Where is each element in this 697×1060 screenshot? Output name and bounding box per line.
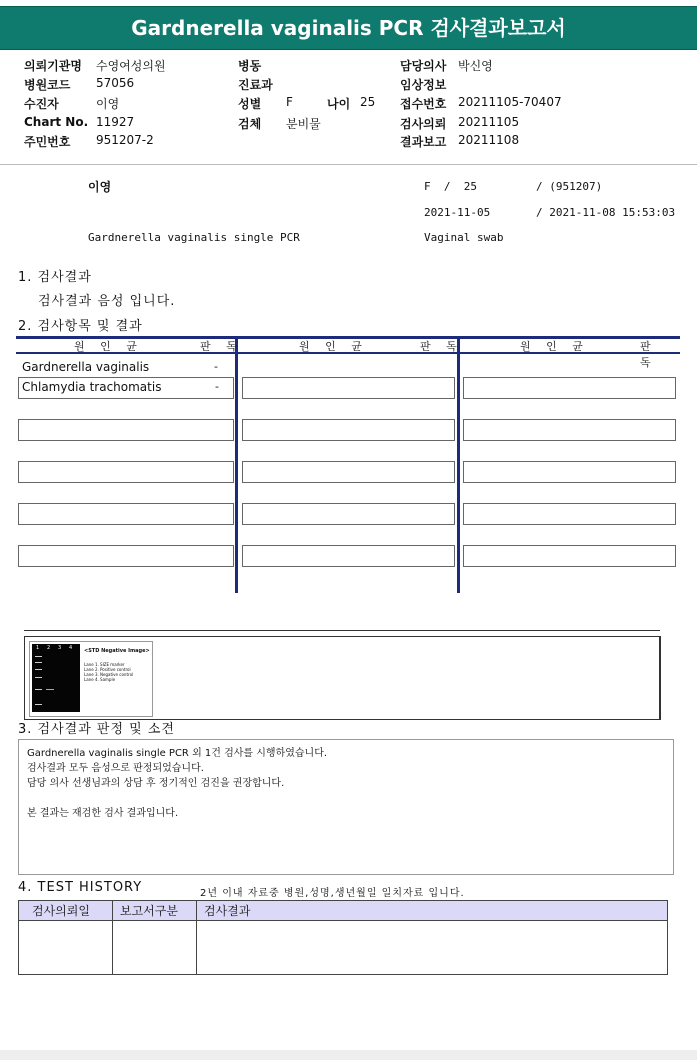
specimen-value: 분비물 xyxy=(286,117,321,131)
patient-name: 이영 xyxy=(88,180,112,194)
header-info xyxy=(24,57,684,157)
request-date-value: 20211105 xyxy=(458,115,520,129)
row6-cell-3 xyxy=(463,545,676,567)
col-result-1: 판 독 xyxy=(200,340,243,353)
section2-title: 2. 검사항목 및 결과 xyxy=(18,319,143,334)
history-col-result: 검사결과 xyxy=(204,904,251,918)
row4-cell-3 xyxy=(463,461,676,483)
history-table xyxy=(18,900,668,976)
marker-band xyxy=(35,662,42,663)
request-date-label: 검사의뢰 xyxy=(400,117,447,131)
patient-value: 이영 xyxy=(96,97,120,111)
clinical-info-label: 임상정보 xyxy=(400,78,447,92)
gel-legend-line: Lane 4. Sample xyxy=(84,677,116,682)
history-col-date: 검사의뢰일 xyxy=(32,904,90,918)
table-divider-1 xyxy=(235,336,238,593)
marker-band xyxy=(35,656,42,657)
row2-result: - xyxy=(215,380,219,393)
history-header xyxy=(18,900,668,921)
dept-label: 진료과 xyxy=(238,78,273,92)
row4-cell-2 xyxy=(242,461,455,483)
row1-result: - xyxy=(214,360,218,373)
conclusion-line: 담당 의사 선생님과의 상담 후 정기적인 검진을 권장합니다. xyxy=(27,778,285,789)
gel-image xyxy=(29,641,153,717)
row2-pathogen: Chlamydia trachomatis xyxy=(22,380,162,394)
rrn-value: 951207-2 xyxy=(96,133,154,147)
patient-birth: / (951207) xyxy=(536,180,603,193)
col-result-2: 판 독 xyxy=(420,340,463,353)
chart-no-label: Chart No. xyxy=(24,115,89,129)
gel-legend-line: Lane 3. Negative control xyxy=(84,672,134,677)
receipt-no-label: 접수번호 xyxy=(400,97,447,111)
sex-label: 성별 xyxy=(238,97,262,111)
report-date-value: 20211108 xyxy=(458,133,520,147)
gel-top-rule xyxy=(24,630,660,631)
row2-cell-2 xyxy=(242,377,455,399)
gel-frame xyxy=(24,636,661,720)
col-pathogen-2: 원 인 균 xyxy=(299,340,368,353)
report-date-label: 결과보고 xyxy=(400,135,447,149)
ward-label: 병동 xyxy=(238,59,262,73)
doctor-label: 담당의사 xyxy=(400,59,447,73)
section4-title: 4. TEST HISTORY xyxy=(18,880,143,895)
conclusion-box xyxy=(18,739,674,875)
row5-cell-1 xyxy=(18,503,234,525)
specimen-type: Vaginal swab xyxy=(424,231,504,244)
row2-cell-3 xyxy=(463,377,676,399)
row5-cell-2 xyxy=(242,503,455,525)
section3-title: 3. 검사결과 판정 및 소견 xyxy=(18,722,175,737)
row3-cell-2 xyxy=(242,419,455,441)
conclusion-text xyxy=(27,746,327,821)
conclusion-line: 본 결과는 재검한 검사 결과입니다. xyxy=(27,808,179,819)
result-table xyxy=(16,336,680,596)
positive-band xyxy=(46,689,54,690)
row6-cell-1 xyxy=(18,545,234,567)
receipt-no-value: 20211105-70407 xyxy=(458,95,562,109)
gel-legend xyxy=(84,662,133,682)
col-pathogen-3: 원 인 균 xyxy=(520,340,589,353)
col-pathogen-1: 원 인 균 xyxy=(74,340,143,353)
age-label: 나이 xyxy=(327,97,351,111)
history-col-type: 보고서구분 xyxy=(120,904,178,918)
hosp-code-label: 병원코드 xyxy=(24,78,71,92)
conclusion-spacer xyxy=(27,791,327,806)
date-received: 2021-11-05 xyxy=(424,206,491,219)
section1-result: 검사결과 음성 입니다. xyxy=(38,294,176,309)
org-value: 수영여성의원 xyxy=(96,59,166,73)
gel-lanes xyxy=(32,644,80,712)
doctor-value: 박신영 xyxy=(458,59,493,73)
row3-cell-1 xyxy=(18,419,234,441)
col-result-3: 판 독 xyxy=(640,340,657,369)
row6-cell-2 xyxy=(242,545,455,567)
marker-band xyxy=(35,669,42,670)
row2-cell-1 xyxy=(18,377,234,399)
conclusion-line: 검사결과 모두 음성으로 판정되었습니다. xyxy=(27,763,204,774)
row1-pathogen: Gardnerella vaginalis xyxy=(22,360,150,374)
table-divider-2 xyxy=(457,336,460,593)
history-note: 2년 이내 자료중 병원,성명,생년월일 일치자료 입니다. xyxy=(200,888,465,899)
hosp-code-value: 57056 xyxy=(96,76,135,90)
history-body xyxy=(18,920,668,975)
gel-legend-line: Lane 1. SIZE marker xyxy=(84,662,125,667)
row4-cell-1 xyxy=(18,461,234,483)
marker-band xyxy=(35,704,42,705)
conclusion-line: Gardnerella vaginalis single PCR 외 1건 검사를 시행하였습니다. xyxy=(27,748,328,759)
row3-cell-3 xyxy=(463,419,676,441)
marker-band xyxy=(35,689,42,690)
lane-label-2: 2 xyxy=(47,645,51,651)
gel-legend-line: Lane 2. Positive control xyxy=(84,667,131,672)
age-value: 25 xyxy=(360,95,376,109)
org-label: 의뢰기관명 xyxy=(24,59,82,73)
rrn-label: 주민번호 xyxy=(24,135,71,149)
chart-no-value: 11927 xyxy=(96,115,135,129)
specimen-label: 검체 xyxy=(238,117,262,131)
test-name: Gardnerella vaginalis single PCR xyxy=(88,231,300,244)
section1-title: 1. 검사결과 xyxy=(18,270,92,285)
gel-legend-title: <STD Negative Image> xyxy=(84,648,150,654)
header-divider xyxy=(0,164,697,165)
lane-label-4: 4 xyxy=(69,645,73,651)
report-title: Gardnerella vaginalis PCR 검사결과보고서 xyxy=(0,6,697,50)
marker-band xyxy=(35,677,42,678)
lane-label-3: 3 xyxy=(58,645,62,651)
patient-sex-age: F / 25 xyxy=(424,180,477,193)
page-footer xyxy=(0,1050,697,1060)
patient-label: 수진자 xyxy=(24,97,59,111)
lane-label-1: 1 xyxy=(36,645,40,651)
sex-value: F xyxy=(286,95,293,109)
row5-cell-3 xyxy=(463,503,676,525)
date-reported: / 2021-11-08 15:53:03 xyxy=(536,206,676,219)
